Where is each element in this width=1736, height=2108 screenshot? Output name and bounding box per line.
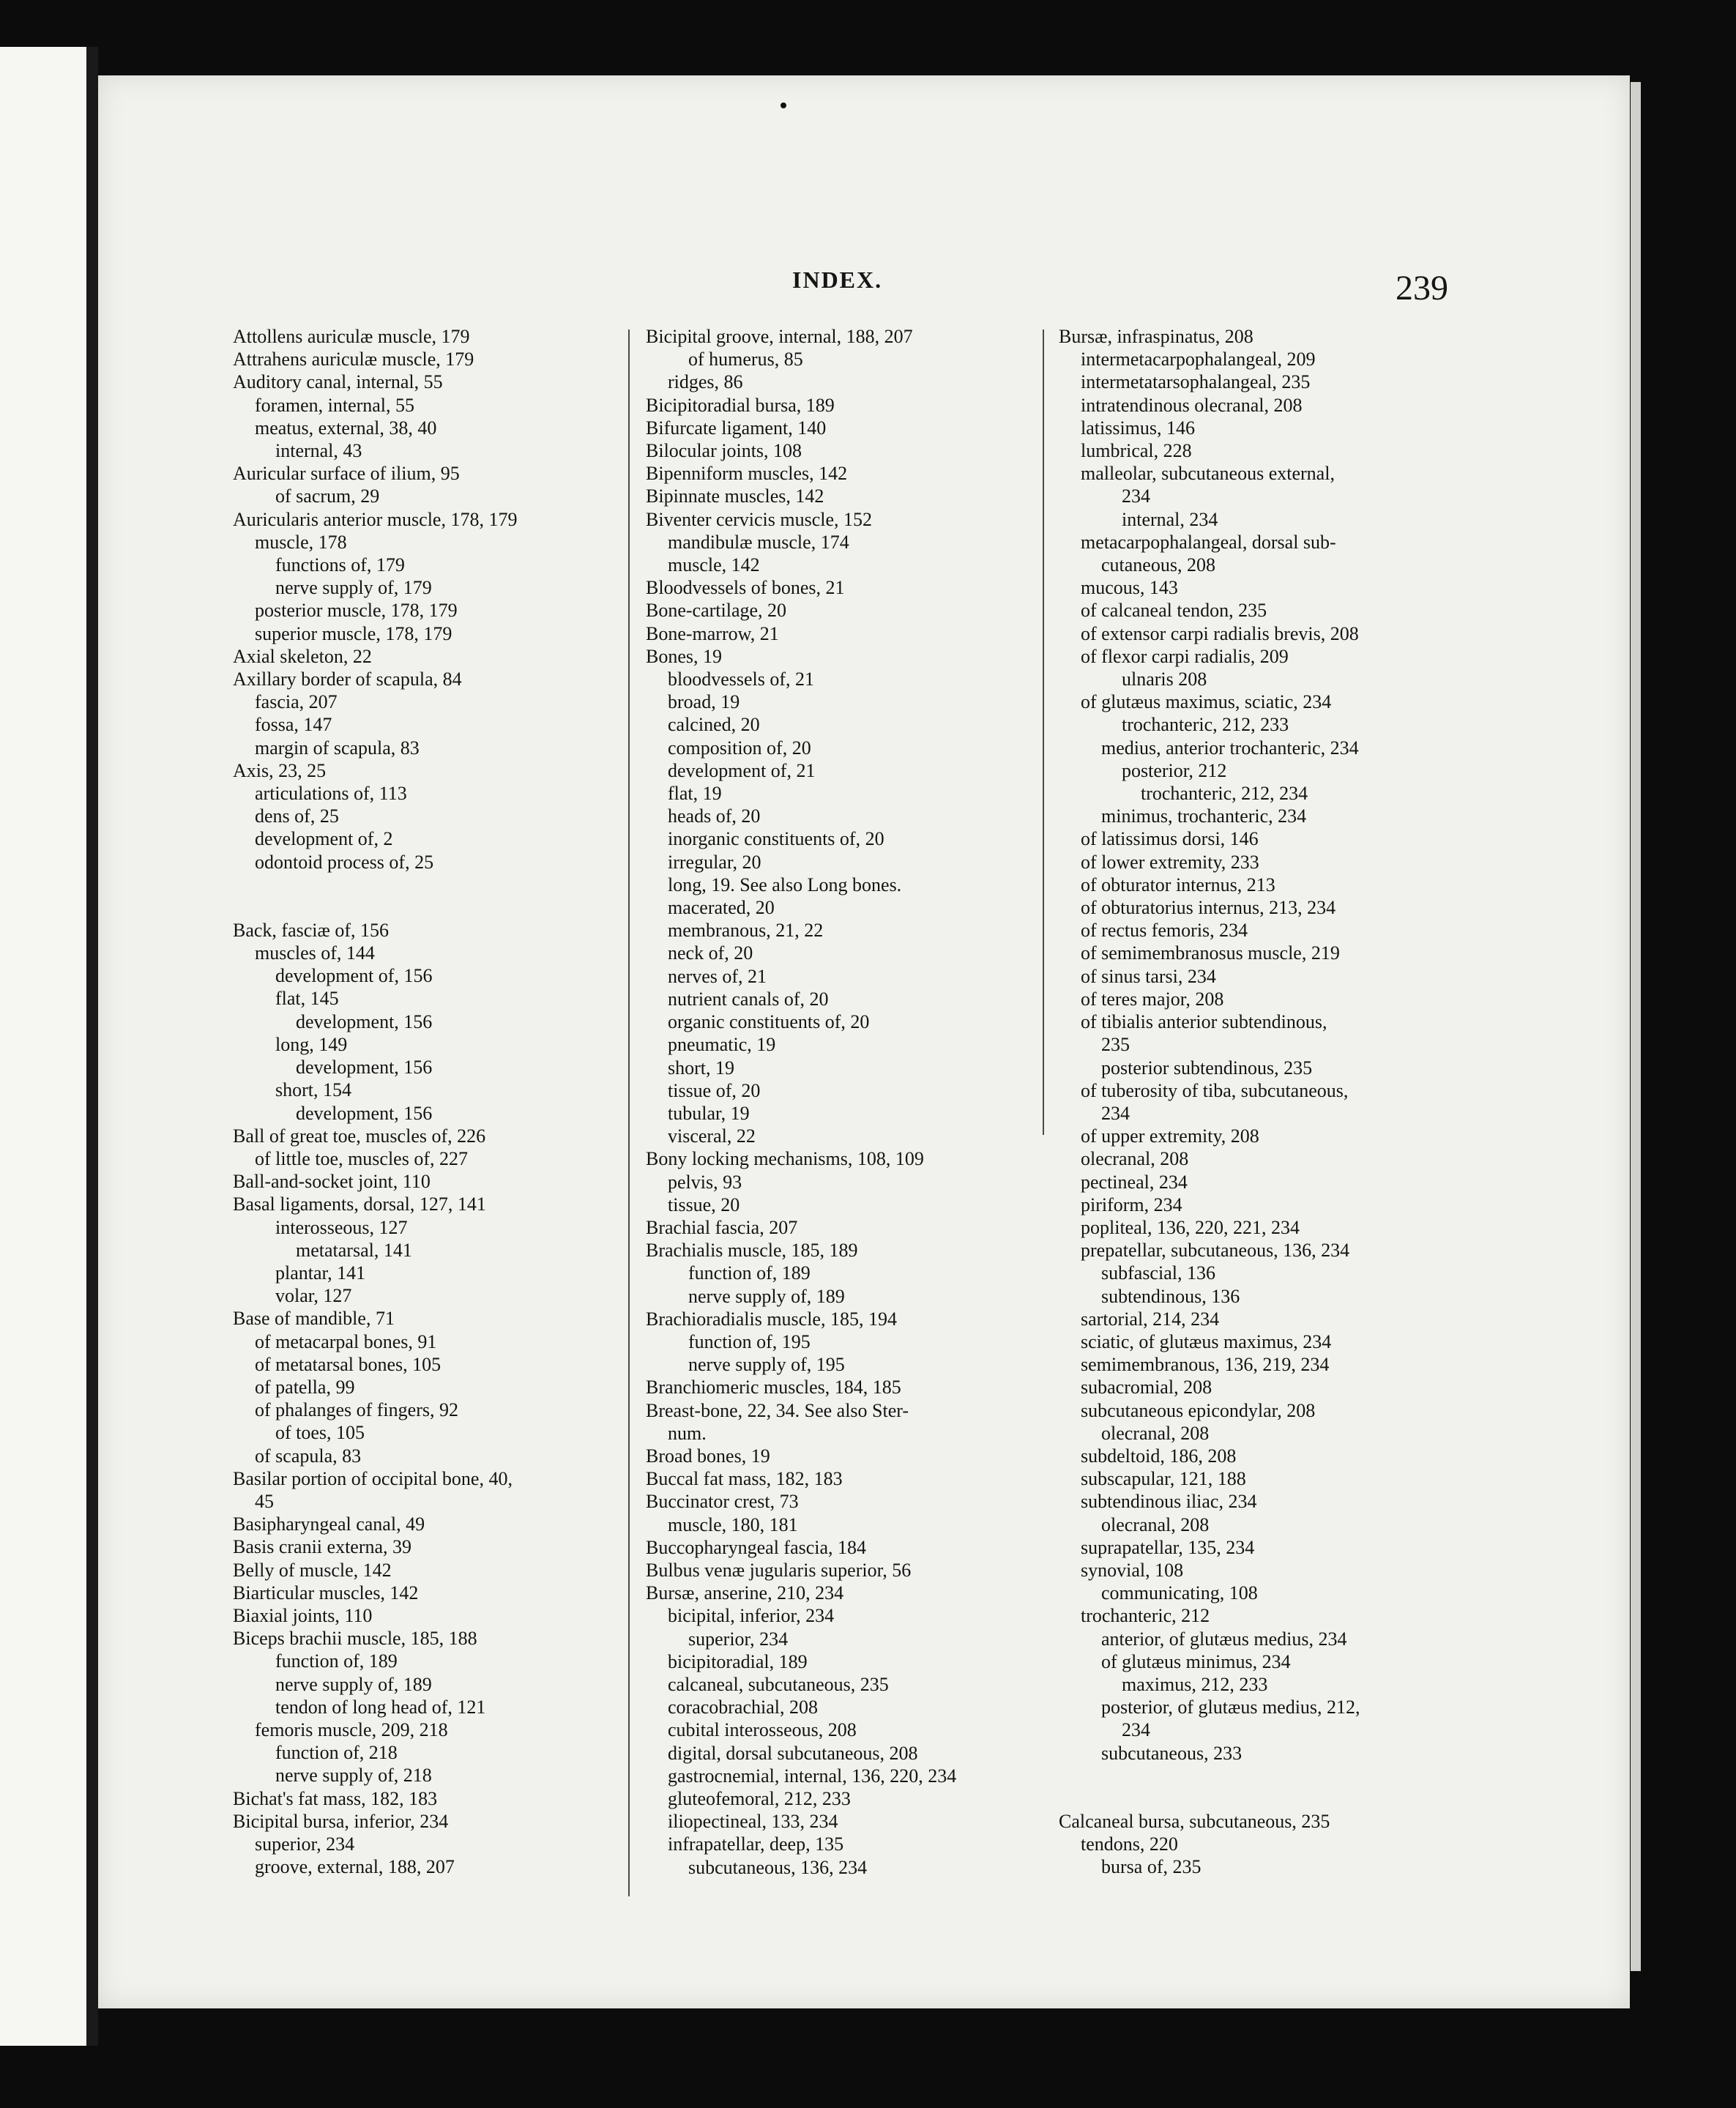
index-entry: Base of mandible, 71 — [233, 1308, 395, 1330]
page-number: 239 — [1396, 269, 1448, 308]
index-entry: trochanteric, 212, 234 — [1141, 783, 1308, 805]
index-entry: subdeltoid, 186, 208 — [1081, 1445, 1237, 1467]
page-title: INDEX. — [792, 267, 883, 293]
index-entry: subcutaneous, 136, 234 — [688, 1856, 868, 1878]
index-entry: Biceps brachii muscle, 185, 188 — [233, 1628, 477, 1650]
index-entry: muscle, 142 — [668, 554, 760, 576]
index-entry: tendons, 220 — [1081, 1833, 1178, 1855]
index-entry: of metacarpal bones, 91 — [255, 1330, 437, 1352]
index-entry: 235 — [1101, 1034, 1130, 1056]
index-entry: of rectus femoris, 234 — [1081, 920, 1248, 942]
index-entry: piriform, 234 — [1081, 1193, 1182, 1215]
index-entry: posterior, 212 — [1122, 759, 1227, 781]
index-entry: cutaneous, 208 — [1101, 554, 1215, 576]
index-entry: Attollens auriculæ muscle, 179 — [233, 326, 470, 347]
index-entry: Attrahens auriculæ muscle, 179 — [233, 349, 474, 370]
index-column-3 — [1059, 325, 1454, 1878]
index-entry: olecranal, 208 — [1101, 1513, 1210, 1535]
index-entry: intermetacarpophalangeal, 209 — [1081, 349, 1316, 370]
index-entry: Auditory canal, internal, 55 — [233, 371, 443, 393]
index-entry: ulnaris 208 — [1122, 668, 1207, 690]
index-entry: tissue, 20 — [668, 1193, 740, 1215]
index-entry: anterior, of glutæus medius, 234 — [1101, 1628, 1347, 1650]
index-entry: Buccinator crest, 73 — [646, 1491, 799, 1513]
index-entry: margin of scapula, 83 — [255, 737, 420, 759]
column-rule — [1043, 329, 1044, 1135]
index-entry: of teres major, 208 — [1081, 988, 1224, 1010]
index-entry: Auricular surface of ilium, 95 — [233, 463, 460, 485]
index-entry: short, 19 — [668, 1057, 734, 1079]
index-entry: of latissimus dorsi, 146 — [1081, 828, 1259, 850]
index-entry: membranous, 21, 22 — [668, 920, 824, 942]
index-entry: of upper extremity, 208 — [1081, 1125, 1259, 1147]
index-entry: 45 — [255, 1490, 274, 1512]
index-entry: of toes, 105 — [275, 1422, 365, 1444]
index-entry: medius, anterior trochanteric, 234 — [1101, 737, 1359, 759]
index-entry: pelvis, 93 — [668, 1171, 742, 1193]
index-entry: development of, 156 — [275, 965, 433, 987]
index-entry: development, 156 — [296, 1102, 433, 1124]
index-entry: articulations of, 113 — [255, 783, 407, 805]
index-entry: Belly of muscle, 142 — [233, 1559, 392, 1581]
index-entry: function of, 189 — [275, 1650, 398, 1672]
index-entry: long, 19. See also Long bones. — [668, 874, 902, 895]
index-entry: Bicipital groove, internal, 188, 207 — [646, 326, 913, 347]
index-entry: subtendinous iliac, 234 — [1081, 1491, 1257, 1513]
index-entry: cubital interosseous, 208 — [668, 1719, 857, 1741]
index-entry: Bilocular joints, 108 — [646, 440, 802, 462]
binding-shadow — [86, 47, 98, 2046]
index-entry: of tibialis anterior subtendinous, — [1081, 1011, 1327, 1033]
index-entry: muscle, 178 — [255, 531, 347, 553]
index-entry: pneumatic, 19 — [668, 1034, 776, 1056]
index-entry: interosseous, 127 — [275, 1216, 408, 1238]
index-entry: dens of, 25 — [255, 805, 339, 827]
index-entry: nerve supply of, 218 — [275, 1765, 432, 1787]
index-entry: short, 154 — [275, 1079, 351, 1101]
index-entry: of scapula, 83 — [255, 1445, 362, 1467]
page-edge-shadow — [1631, 82, 1641, 1971]
index-entry: popliteal, 136, 220, 221, 234 — [1081, 1216, 1300, 1238]
index-entry: irregular, 20 — [668, 851, 761, 873]
index-entry: olecranal, 208 — [1081, 1148, 1189, 1170]
index-entry: flat, 145 — [275, 988, 339, 1010]
index-entry: of metatarsal bones, 105 — [255, 1353, 442, 1375]
index-entry: posterior subtendinous, 235 — [1101, 1057, 1313, 1079]
index-entry: of obturatorius internus, 213, 234 — [1081, 897, 1336, 919]
index-entry: Bifurcate ligament, 140 — [646, 417, 827, 439]
index-entry: subcutaneous epicondylar, 208 — [1081, 1399, 1316, 1421]
index-entry: calcaneal, subcutaneous, 235 — [668, 1673, 889, 1695]
column-rule — [628, 329, 630, 1896]
index-entry: macerated, 20 — [668, 897, 775, 919]
index-entry: 234 — [1122, 485, 1150, 507]
index-entry: Bone-cartilage, 20 — [646, 600, 787, 622]
index-entry: of calcaneal tendon, 235 — [1081, 600, 1267, 622]
index-entry: calcined, 20 — [668, 714, 760, 736]
index-entry: heads of, 20 — [668, 805, 761, 827]
index-entry: metatarsal, 141 — [296, 1239, 412, 1261]
index-entry: foramen, internal, 55 — [255, 394, 415, 416]
index-entry: of glutæus maximus, sciatic, 234 — [1081, 691, 1332, 713]
index-entry: of obturator internus, 213 — [1081, 874, 1275, 895]
index-entry: function of, 218 — [275, 1742, 398, 1764]
index-entry: fossa, 147 — [255, 714, 332, 736]
index-entry: maximus, 212, 233 — [1122, 1673, 1268, 1695]
index-entry: Brachialis muscle, 185, 189 — [646, 1240, 858, 1262]
index-entry: gastrocnemial, internal, 136, 220, 234 — [668, 1765, 957, 1787]
index-entry: olecranal, 208 — [1101, 1422, 1210, 1444]
index-entry: Back, fasciæ of, 156 — [233, 919, 390, 941]
index-entry: Bicipitoradial bursa, 189 — [646, 394, 835, 416]
index-entry: long, 149 — [275, 1033, 348, 1055]
index-entry: gluteofemoral, 212, 233 — [668, 1788, 851, 1809]
index-entry: bicipitoradial, 189 — [668, 1650, 808, 1672]
index-entry: sciatic, of glutæus maximus, 234 — [1081, 1330, 1332, 1352]
index-entry: development of, 2 — [255, 828, 393, 850]
index-entry: muscles of, 144 — [255, 942, 375, 964]
index-entry: internal, 43 — [275, 440, 362, 462]
index-entry: inorganic constituents of, 20 — [668, 828, 884, 850]
index-entry: bicipital, inferior, 234 — [668, 1605, 835, 1627]
index-entry: Bone-marrow, 21 — [646, 622, 779, 644]
index-entry: volar, 127 — [275, 1285, 352, 1307]
index-entry: Basipharyngeal canal, 49 — [233, 1513, 425, 1535]
index-entry: of semimembranosus muscle, 219 — [1081, 942, 1340, 964]
index-entry: fascia, 207 — [255, 691, 338, 713]
index-entry: mucous, 143 — [1081, 577, 1178, 599]
index-entry: Bichat's fat mass, 182, 183 — [233, 1787, 438, 1809]
index-column-1 — [233, 325, 628, 1878]
index-entry: superior, 234 — [255, 1833, 355, 1855]
index-entry: Biaxial joints, 110 — [233, 1604, 373, 1626]
index-entry: Basilar portion of occipital bone, 40, — [233, 1467, 513, 1489]
index-entry: Bloodvessels of bones, 21 — [646, 577, 845, 599]
index-entry: ridges, 86 — [668, 371, 743, 393]
index-entry: infrapatellar, deep, 135 — [668, 1833, 844, 1855]
index-entry: development of, 21 — [668, 759, 816, 781]
index-entry: pectineal, 234 — [1081, 1171, 1188, 1193]
index-entry: composition of, 20 — [668, 737, 811, 759]
index-entry: metacarpophalangeal, dorsal sub- — [1081, 531, 1336, 553]
index-entry: development, 156 — [296, 1010, 433, 1032]
ink-dot — [781, 103, 786, 108]
index-entry: intermetatarsophalangeal, 235 — [1081, 371, 1311, 393]
index-entry: subscapular, 121, 188 — [1081, 1468, 1246, 1490]
index-entry: of patella, 99 — [255, 1376, 355, 1398]
index-entry: Broad bones, 19 — [646, 1445, 770, 1467]
index-entry: latissimus, 146 — [1081, 417, 1196, 439]
index-entry: nerve supply of, 195 — [688, 1354, 845, 1376]
index-entry: suprapatellar, 135, 234 — [1081, 1536, 1255, 1558]
index-entry: of flexor carpi radialis, 209 — [1081, 645, 1289, 667]
index-entry: Basal ligaments, dorsal, 127, 141 — [233, 1193, 486, 1215]
index-entry: semimembranous, 136, 219, 234 — [1081, 1354, 1330, 1376]
index-entry: Breast-bone, 22, 34. See also Ster- — [646, 1399, 909, 1421]
index-entry: Axial skeleton, 22 — [233, 645, 372, 667]
index-entry: of lower extremity, 233 — [1081, 851, 1259, 873]
index-entry: Axillary border of scapula, 84 — [233, 668, 462, 690]
index-entry: tubular, 19 — [668, 1102, 750, 1124]
index-entry: Branchiomeric muscles, 184, 185 — [646, 1377, 901, 1398]
index-entry: internal, 234 — [1122, 508, 1218, 530]
index-entry: of phalanges of fingers, 92 — [255, 1399, 458, 1421]
index-entry: flat, 19 — [668, 783, 722, 805]
index-entry: lumbrical, 228 — [1081, 440, 1192, 462]
index-entry: nerve supply of, 179 — [275, 577, 432, 599]
index-entry: Axis, 23, 25 — [233, 759, 327, 781]
index-entry: synovial, 108 — [1081, 1559, 1184, 1581]
index-entry: of tuberosity of tiba, subcutaneous, — [1081, 1079, 1349, 1101]
index-column-2 — [646, 325, 1041, 1879]
index-entry: coracobrachial, 208 — [668, 1697, 819, 1718]
index-entry: Bony locking mechanisms, 108, 109 — [646, 1148, 924, 1170]
index-entry: Bulbus venæ jugularis superior, 56 — [646, 1559, 912, 1581]
index-entry: of extensor carpi radialis brevis, 208 — [1081, 622, 1359, 644]
index-entry: plantar, 141 — [275, 1262, 366, 1284]
index-entry: muscle, 180, 181 — [668, 1513, 798, 1535]
index-entry: nutrient canals of, 20 — [668, 988, 829, 1010]
index-entry: subtendinous, 136 — [1101, 1285, 1240, 1307]
index-section-gap — [1059, 1765, 1454, 1810]
index-entry: superior, 234 — [688, 1628, 789, 1650]
index-entry: subcutaneous, 233 — [1101, 1742, 1243, 1764]
index-entry: visceral, 22 — [668, 1125, 756, 1147]
index-entry: of humerus, 85 — [688, 349, 803, 370]
index-entry: Bursæ, infraspinatus, 208 — [1059, 326, 1253, 347]
index-entry: of sinus tarsi, 234 — [1081, 965, 1216, 987]
index-entry: iliopectineal, 133, 234 — [668, 1811, 838, 1833]
index-entry: prepatellar, subcutaneous, 136, 234 — [1081, 1240, 1350, 1262]
index-entry: meatus, external, 38, 40 — [255, 417, 437, 439]
index-entry: of glutæus minimus, 234 — [1101, 1650, 1291, 1672]
index-entry: nerve supply of, 189 — [275, 1673, 432, 1695]
index-entry: digital, dorsal subcutaneous, 208 — [668, 1742, 918, 1764]
index-entry: Basis cranii externa, 39 — [233, 1536, 412, 1558]
index-entry: sartorial, 214, 234 — [1081, 1308, 1220, 1330]
index-entry: subfascial, 136 — [1101, 1262, 1215, 1284]
index-entry: Auricularis anterior muscle, 178, 179 — [233, 508, 518, 530]
index-entry: num. — [668, 1422, 707, 1444]
index-entry: Buccal fat mass, 182, 183 — [646, 1468, 843, 1490]
index-entry: communicating, 108 — [1101, 1582, 1258, 1604]
index-entry: tendon of long head of, 121 — [275, 1696, 486, 1718]
index-entry: subacromial, 208 — [1081, 1377, 1212, 1398]
index-entry: Calcaneal bursa, subcutaneous, 235 — [1059, 1810, 1330, 1832]
index-entry: Biventer cervicis muscle, 152 — [646, 508, 873, 530]
index-entry: 234 — [1101, 1102, 1130, 1124]
index-entry: posterior muscle, 178, 179 — [255, 600, 458, 622]
index-entry: of little toe, muscles of, 227 — [255, 1147, 469, 1169]
index-entry: neck of, 20 — [668, 942, 753, 964]
index-entry: bloodvessels of, 21 — [668, 668, 815, 690]
index-section-gap — [233, 874, 628, 919]
index-entry: Bursæ, anserine, 210, 234 — [646, 1582, 844, 1604]
index-entry: function of, 195 — [688, 1330, 811, 1352]
index-entry: malleolar, subcutaneous external, — [1081, 463, 1335, 485]
index-entry: Brachioradialis muscle, 185, 194 — [646, 1308, 897, 1330]
index-entry: bursa of, 235 — [1101, 1856, 1202, 1878]
index-entry: of sacrum, 29 — [275, 485, 380, 507]
index-entry: trochanteric, 212, 233 — [1122, 714, 1289, 736]
index-entry: femoris muscle, 209, 218 — [255, 1718, 448, 1740]
index-entry: superior muscle, 178, 179 — [255, 622, 452, 644]
index-entry: Biarticular muscles, 142 — [233, 1582, 419, 1604]
index-entry: minimus, trochanteric, 234 — [1101, 805, 1307, 827]
index-entry: Ball of great toe, muscles of, 226 — [233, 1125, 486, 1147]
index-entry: mandibulæ muscle, 174 — [668, 531, 849, 553]
index-entry: nerve supply of, 189 — [688, 1285, 845, 1307]
index-entry: posterior, of glutæus medius, 212, — [1101, 1697, 1360, 1718]
index-entry: intratendinous olecranal, 208 — [1081, 394, 1303, 416]
index-entry: broad, 19 — [668, 691, 740, 713]
index-entry: tissue of, 20 — [668, 1079, 761, 1101]
index-entry: development, 156 — [296, 1057, 433, 1079]
index-entry: Bipenniform muscles, 142 — [646, 463, 848, 485]
index-entry: Buccopharyngeal fascia, 184 — [646, 1536, 867, 1558]
index-entry: odontoid process of, 25 — [255, 851, 434, 873]
index-entry: trochanteric, 212 — [1081, 1605, 1210, 1627]
index-entry: Bicipital bursa, inferior, 234 — [233, 1810, 449, 1832]
index-entry: function of, 189 — [688, 1262, 811, 1284]
index-entry: 234 — [1122, 1719, 1150, 1741]
index-entry: nerves of, 21 — [668, 965, 767, 987]
facing-page-edge — [0, 47, 98, 2046]
index-entry: groove, external, 188, 207 — [255, 1856, 455, 1878]
index-entry: Bipinnate muscles, 142 — [646, 485, 824, 507]
index-entry: Bones, 19 — [646, 645, 722, 667]
index-entry: Ball-and-socket joint, 110 — [233, 1171, 431, 1193]
index-entry: organic constituents of, 20 — [668, 1011, 870, 1033]
index-entry: functions of, 179 — [275, 554, 405, 576]
index-entry: Brachial fascia, 207 — [646, 1216, 798, 1238]
